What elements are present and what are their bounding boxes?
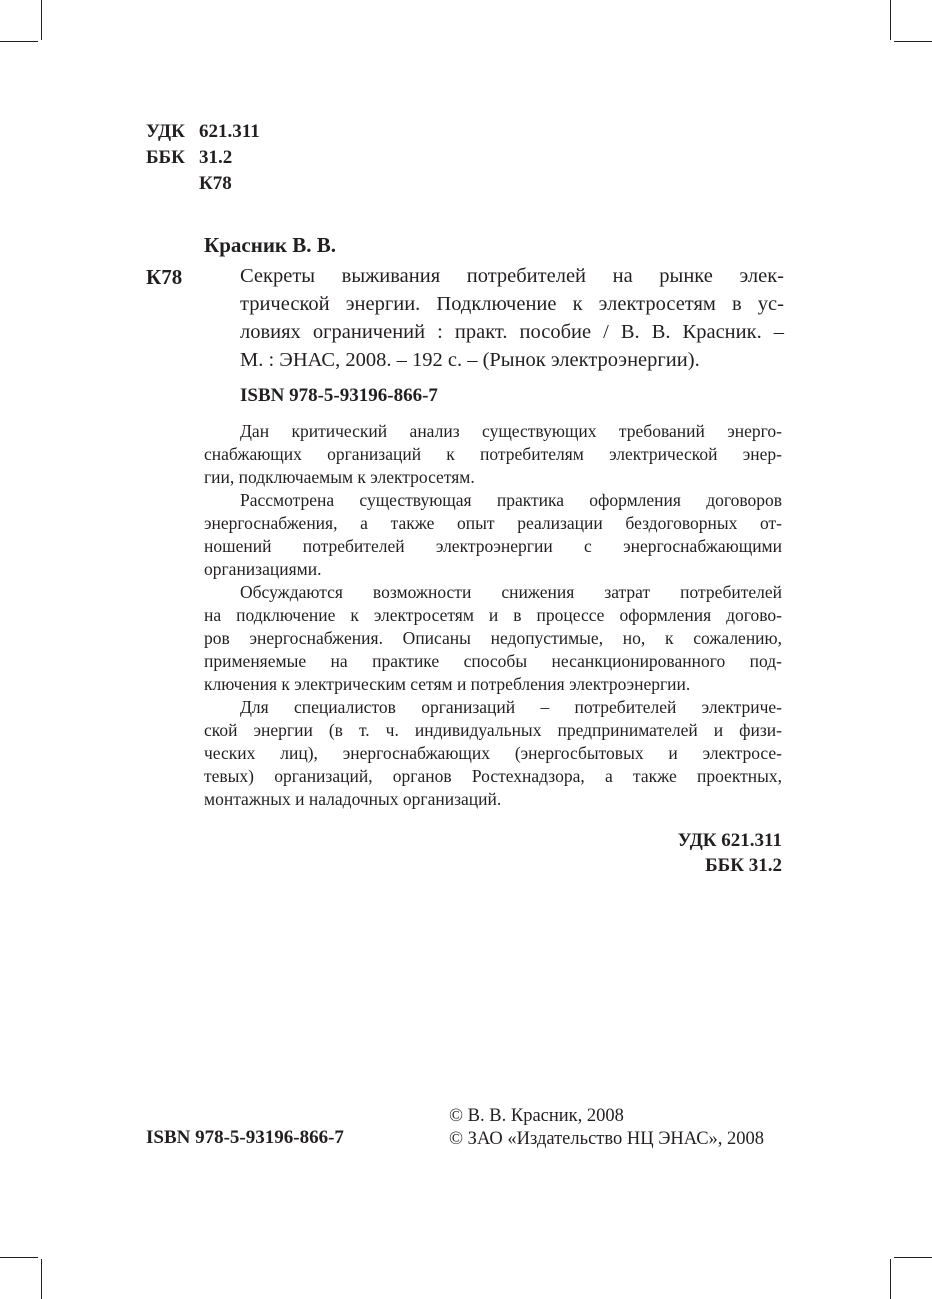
crop-mark-bottom-left-horizontal — [0, 1257, 38, 1258]
abstract-line: применяемые на практике способы несанкционированного под- — [204, 651, 782, 671]
abstract-line: монтажных и наладочных организаций. — [204, 789, 502, 809]
biblio-line: М. : ЭНАС, 2008. – 192 с. – (Рынок электроэнергии). — [240, 349, 700, 371]
author-mark-side: К78 — [146, 265, 183, 289]
footer-udk: УДК 621.311 — [677, 830, 782, 851]
abstract-line: снабжающих организаций к потребителям электрической энер- — [204, 444, 782, 464]
udk-label: УДК — [146, 121, 185, 142]
crop-mark-top-left-vertical — [41, 0, 42, 40]
abstract-line: гии, подключаемым к электросетям. — [204, 467, 475, 487]
abstract-line: Обсуждаются возможности снижения затрат потребителей — [240, 582, 782, 602]
abstract-line: тевых) организаций, органов Ростехнадзора, а также проектных, — [204, 766, 782, 786]
abstract-line: ров энергоснабжения. Описаны недопустимые, но, к сожалению, — [204, 628, 782, 648]
abstract-paragraph — [204, 581, 782, 696]
bbk-label: ББК — [146, 147, 185, 168]
author-name: Красник В. В. — [204, 233, 337, 257]
biblio-line: Секреты выживания потребителей на рынке элек- — [240, 265, 784, 287]
abstract-line: ключения к электрическим сетям и потребления электроэнергии. — [204, 674, 691, 694]
bbk-row — [146, 145, 260, 171]
crop-mark-top-right-horizontal — [894, 41, 932, 42]
copyright-line: © В. В. Красник, 2008 — [449, 1106, 624, 1126]
isbn-footer: ISBN 978-5-93196-866-7 — [146, 1127, 344, 1148]
author-mark-code: К78 — [199, 173, 232, 194]
classification-codes — [146, 119, 260, 197]
abstract-paragraph — [204, 696, 782, 811]
crop-mark-bottom-right-vertical — [890, 1259, 891, 1299]
footer-bbk: ББК 31.2 — [705, 855, 782, 876]
abstract-paragraph — [204, 420, 782, 489]
abstract-line: Дан критический анализ существующих требований энерго- — [240, 421, 782, 441]
copyright-line: © ЗАО «Издательство НЦ ЭНАС», 2008 — [449, 1129, 765, 1149]
abstract-line: Рассмотрена существующая практика оформления договоров — [240, 490, 782, 510]
bbk-value: 31.2 — [199, 147, 233, 168]
abstract-line: ской энергии (в т. ч. индивидуальных предпринимателей и физи- — [204, 720, 782, 740]
abstract-line: организациями. — [204, 559, 322, 579]
biblio-line: трической энергии. Подключение к электросетям в ус- — [240, 293, 784, 315]
crop-mark-bottom-right-horizontal — [894, 1257, 932, 1258]
udk-row — [146, 119, 260, 145]
abstract-line: на подключение к электросетям и в процессе оформления догово- — [204, 605, 782, 625]
udk-value: 621.311 — [199, 121, 260, 142]
crop-mark-top-right-vertical — [890, 0, 891, 40]
abstract-paragraph — [204, 489, 782, 581]
copyright-block — [449, 1105, 764, 1151]
abstract-line: энергоснабжения, а также опыт реализации бездоговорных от- — [204, 513, 782, 533]
isbn-main: ISBN 978-5-93196-866-7 — [240, 385, 438, 406]
abstract — [204, 420, 782, 811]
footer-classification — [678, 828, 782, 878]
crop-mark-bottom-left-vertical — [41, 1259, 42, 1299]
abstract-line: ношений потребителей электроэнергии с энергоснабжающими — [204, 536, 782, 556]
abstract-line: ческих лиц), энергоснабжающих (энергосбытовых и электросе- — [204, 743, 782, 763]
crop-mark-top-left-horizontal — [0, 41, 38, 42]
biblio-line: ловиях ограничений : практ. пособие / В. В. Красник. – — [240, 321, 784, 343]
abstract-line: Для специалистов организаций – потребителей электриче- — [240, 697, 782, 717]
bibliographic-description — [240, 262, 784, 374]
